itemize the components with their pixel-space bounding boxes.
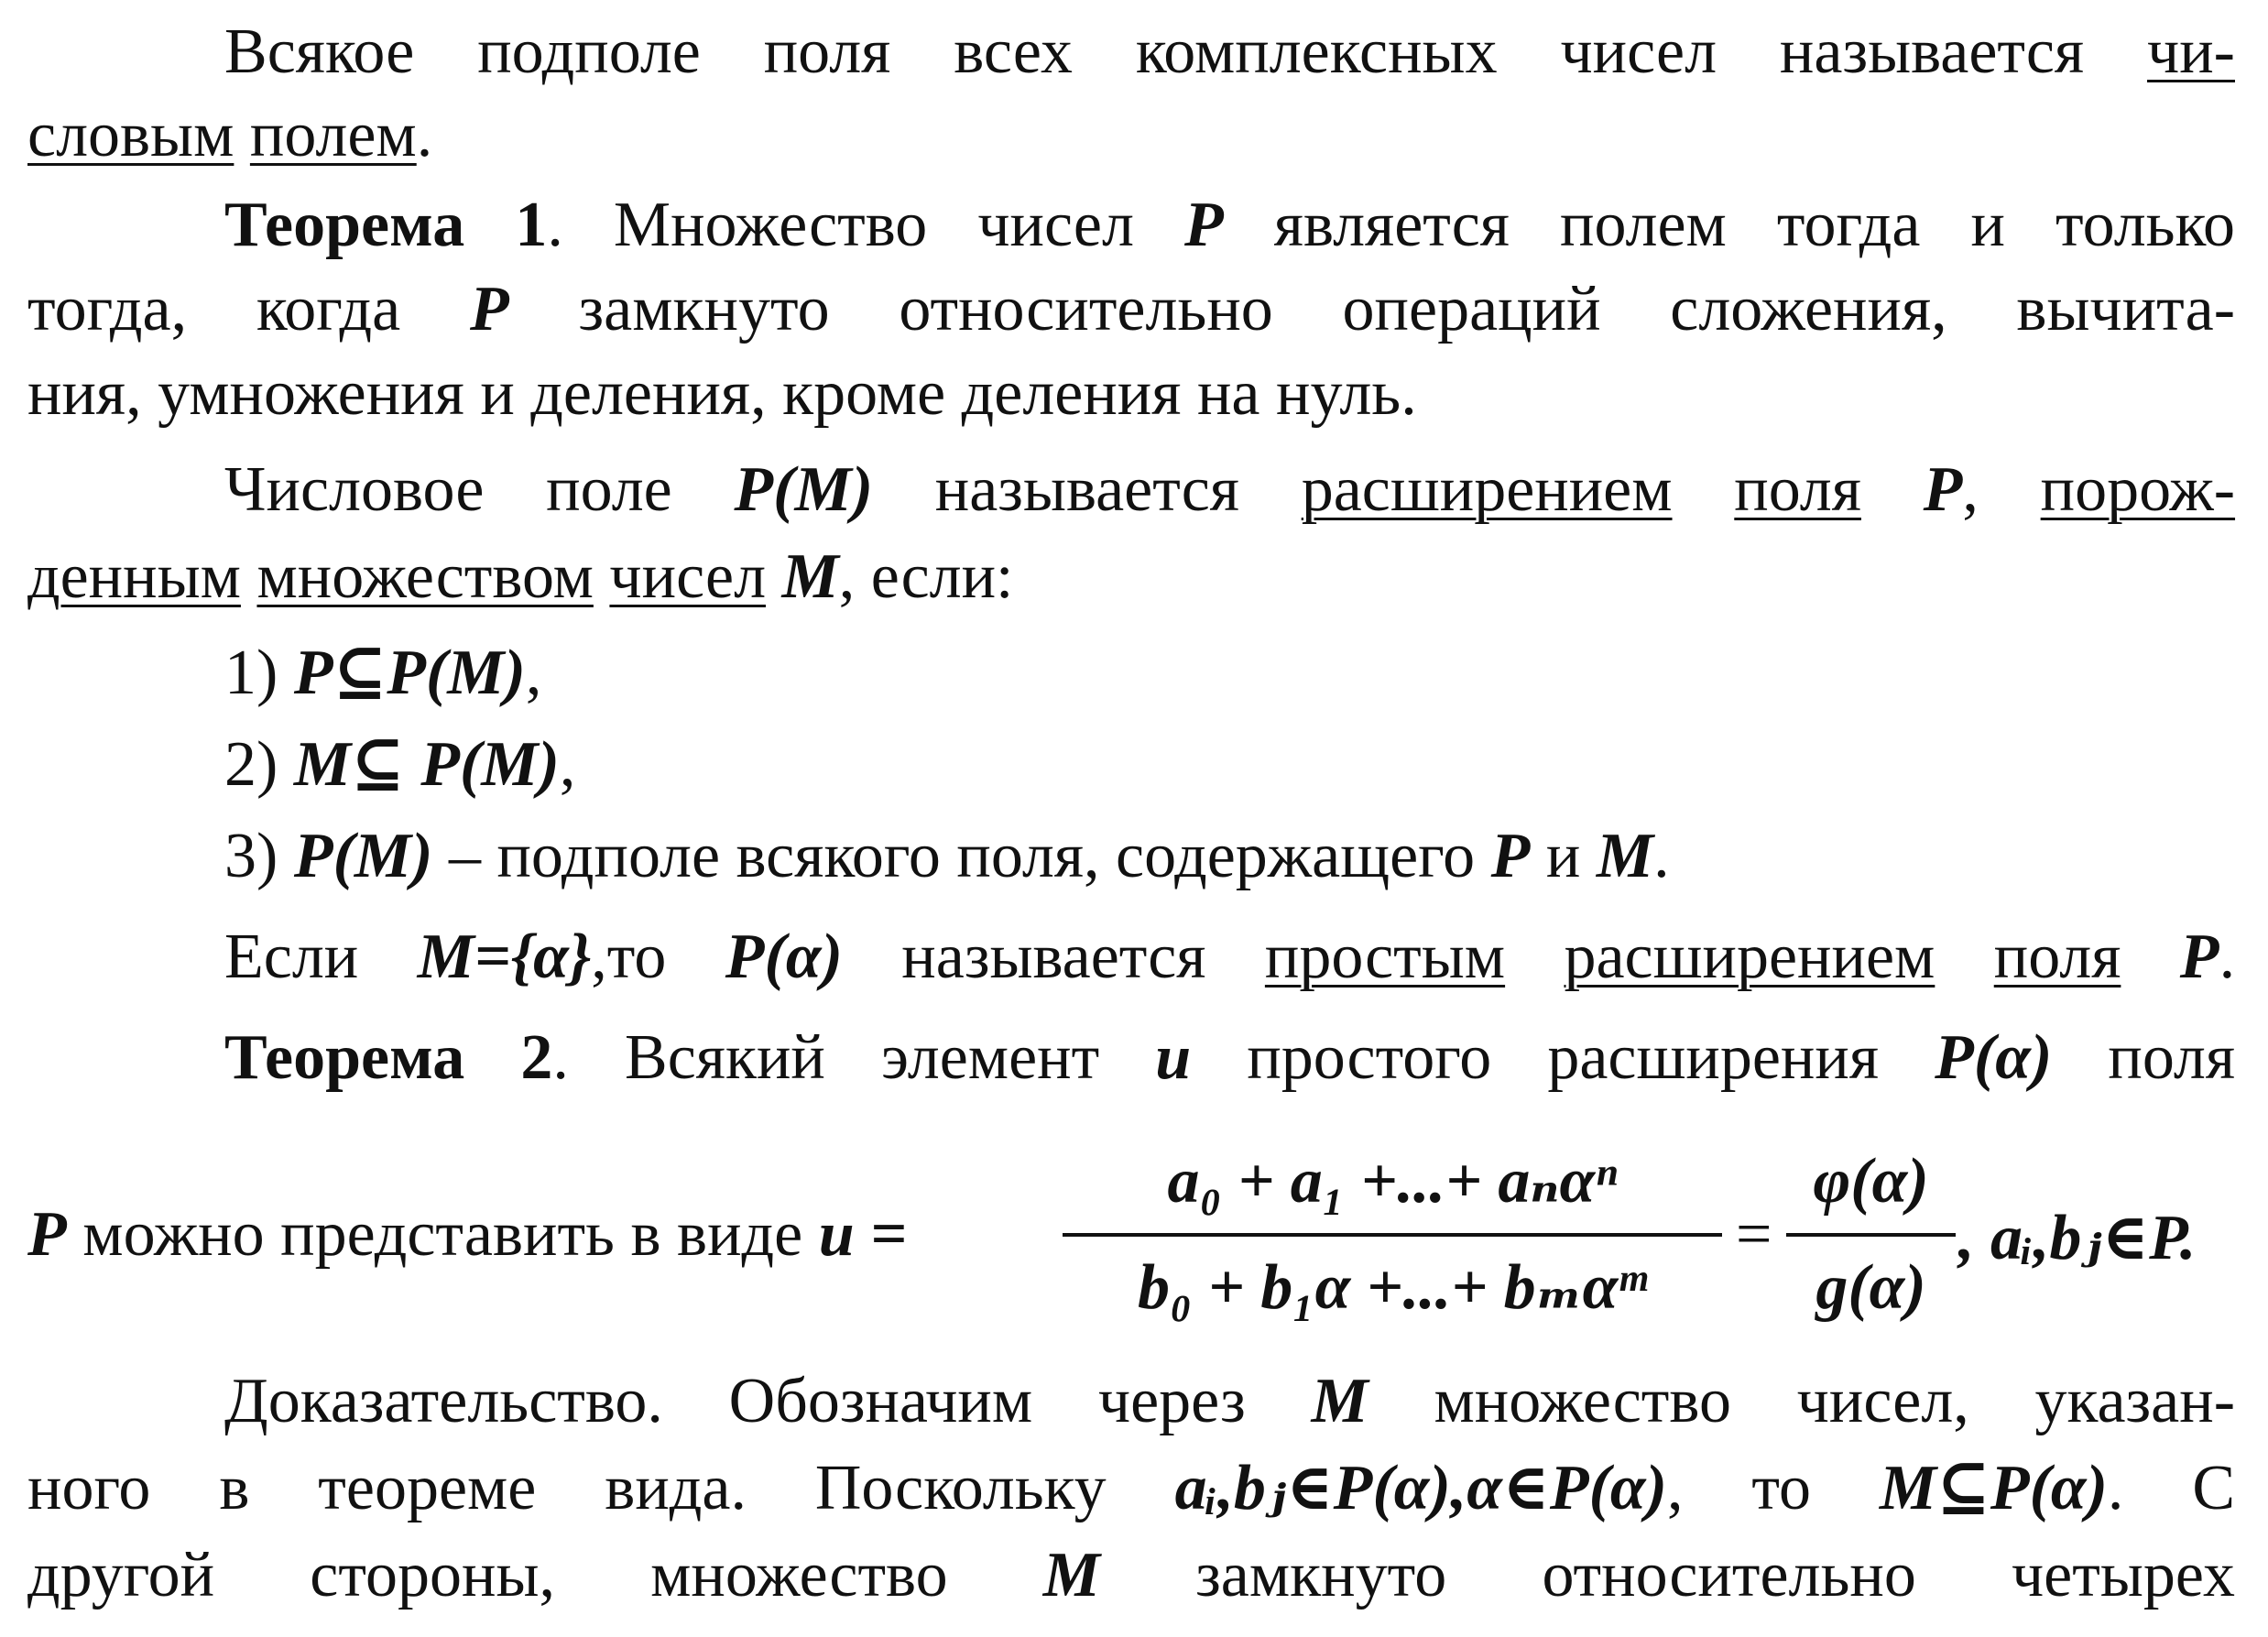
- fraction-main: [1063, 1136, 1722, 1334]
- math-symbol: u: [1155, 1022, 1192, 1093]
- definition-line: Числовое поле P(M) называется расширением поля P, порож-: [224, 454, 2236, 525]
- theorem-line: [224, 184, 2235, 267]
- term: множеством: [256, 541, 594, 612]
- text: простого расширения: [1247, 1022, 1880, 1093]
- text: . Всякий элемент: [552, 1022, 1100, 1093]
- math-expression: u =: [818, 1199, 908, 1270]
- term: полем: [249, 100, 417, 170]
- text: называется: [901, 922, 1206, 992]
- term: словым: [27, 100, 234, 170]
- proof-line: [224, 1360, 2235, 1443]
- text: множество чисел, указан-: [1434, 1366, 2236, 1436]
- term: чисел: [609, 541, 766, 612]
- theorem-line: [27, 353, 2235, 435]
- theorem-line: [27, 268, 2235, 351]
- fraction-bar: [1063, 1233, 1722, 1237]
- term: порож-: [2040, 454, 2236, 525]
- list-item: [224, 632, 2235, 715]
- theorem-label: Теорема 2: [224, 1022, 553, 1093]
- term: простым: [1264, 922, 1506, 992]
- math-symbol: P: [1183, 190, 1224, 260]
- item-number: 3): [224, 821, 278, 891]
- text: замкнуто относительно операций сложения, вычита-: [578, 274, 2236, 344]
- numerator: a₀ + a₁ +...+ aₙαⁿ: [1167, 1146, 1618, 1217]
- text: .: [1653, 821, 1670, 891]
- math-expression: M⊆ P(M): [293, 729, 560, 800]
- list-item: [224, 815, 2235, 898]
- text: ного в теореме вида. Поскольку: [27, 1453, 1107, 1523]
- text: называется: [934, 454, 1239, 525]
- text: . Множество чисел: [547, 190, 1134, 260]
- math-expression: aᵢ,bⱼ∈P(α),α∈P(α): [1174, 1453, 1667, 1523]
- term: расширением: [1301, 454, 1673, 525]
- text: – подполе всякого поля, содержащего: [448, 821, 1476, 891]
- text: ния, умножения и деления, кроме деления на нуль.: [27, 358, 1417, 429]
- theorem-label: Теорема 1: [224, 190, 548, 260]
- equals-sign: =: [1736, 1199, 1772, 1270]
- text: является полем тогда и только: [1273, 190, 2236, 260]
- math-symbol: P: [2179, 922, 2219, 992]
- item-number: 1): [224, 638, 278, 708]
- paragraph-line: [27, 94, 2235, 177]
- math-expression: P(M): [293, 821, 433, 891]
- fraction-bar: [1786, 1233, 1956, 1237]
- math-symbol: M: [1596, 821, 1654, 891]
- text: и: [1545, 821, 1581, 891]
- math-symbol: P: [1923, 454, 1963, 525]
- term: поля: [1993, 922, 2121, 992]
- proof-line: [27, 1534, 2235, 1617]
- text: , то: [1666, 1453, 1812, 1523]
- paragraph-line: [224, 11, 2235, 93]
- math-symbol: P: [1490, 821, 1531, 891]
- formula-tail: [1958, 1198, 2196, 1275]
- math-symbol: P: [469, 274, 509, 344]
- numerator: φ(α): [1813, 1146, 1929, 1217]
- list-item: [224, 724, 2235, 806]
- term: расширением: [1564, 922, 1935, 992]
- term: денным: [27, 541, 241, 612]
- term: чи-: [2147, 16, 2235, 87]
- text: .: [2219, 922, 2236, 992]
- math-symbol: P(M): [734, 454, 874, 525]
- text: замкнуто относительно четырех: [1195, 1540, 2236, 1610]
- text: поля: [2108, 1022, 2236, 1093]
- formula-lead: [27, 1198, 907, 1271]
- definition-line: [27, 536, 2235, 618]
- text: ,: [559, 729, 576, 800]
- math-expression: P(α): [1935, 1022, 2053, 1093]
- formula-line: [27, 1136, 2235, 1337]
- math-expression: , aᵢ,bⱼ∈P.: [1958, 1203, 2197, 1273]
- denominator: g(α): [1815, 1252, 1926, 1323]
- theorem-line: [224, 1017, 2235, 1099]
- term: поля: [1734, 454, 1861, 525]
- fraction-phi-g: [1786, 1136, 1956, 1334]
- text: другой стороны, множество: [27, 1540, 948, 1610]
- math-symbol: P: [27, 1199, 67, 1270]
- math-expression: P(α): [725, 922, 843, 992]
- text: тогда, когда: [27, 274, 401, 344]
- math-symbol: M: [1311, 1366, 1368, 1436]
- text: Если: [224, 922, 359, 992]
- text: .: [416, 100, 433, 170]
- text: Всякое подполе поля всех комплексных чисел называется: [224, 16, 2085, 87]
- denominator: b₀ + b₁α +...+ bₘαᵐ: [1137, 1252, 1648, 1323]
- math-symbol: M: [781, 541, 839, 612]
- text: можно представить в виде: [82, 1199, 803, 1270]
- text: ,то: [591, 922, 667, 992]
- text: Числовое поле: [224, 454, 672, 525]
- text: , если:: [838, 541, 1014, 612]
- definition-line: [224, 916, 2235, 999]
- text: Доказательство. Обозначим через: [224, 1366, 1246, 1436]
- math-expression: M={α}: [417, 922, 592, 992]
- math-symbol: M: [1042, 1540, 1101, 1610]
- math-expression: P⊆P(M): [293, 638, 526, 708]
- proof-line: [27, 1447, 2235, 1530]
- math-expression: M⊆P(α): [1879, 1453, 2108, 1523]
- item-number: 2): [224, 729, 278, 800]
- text: . С: [2107, 1453, 2236, 1523]
- text: ,: [525, 638, 542, 708]
